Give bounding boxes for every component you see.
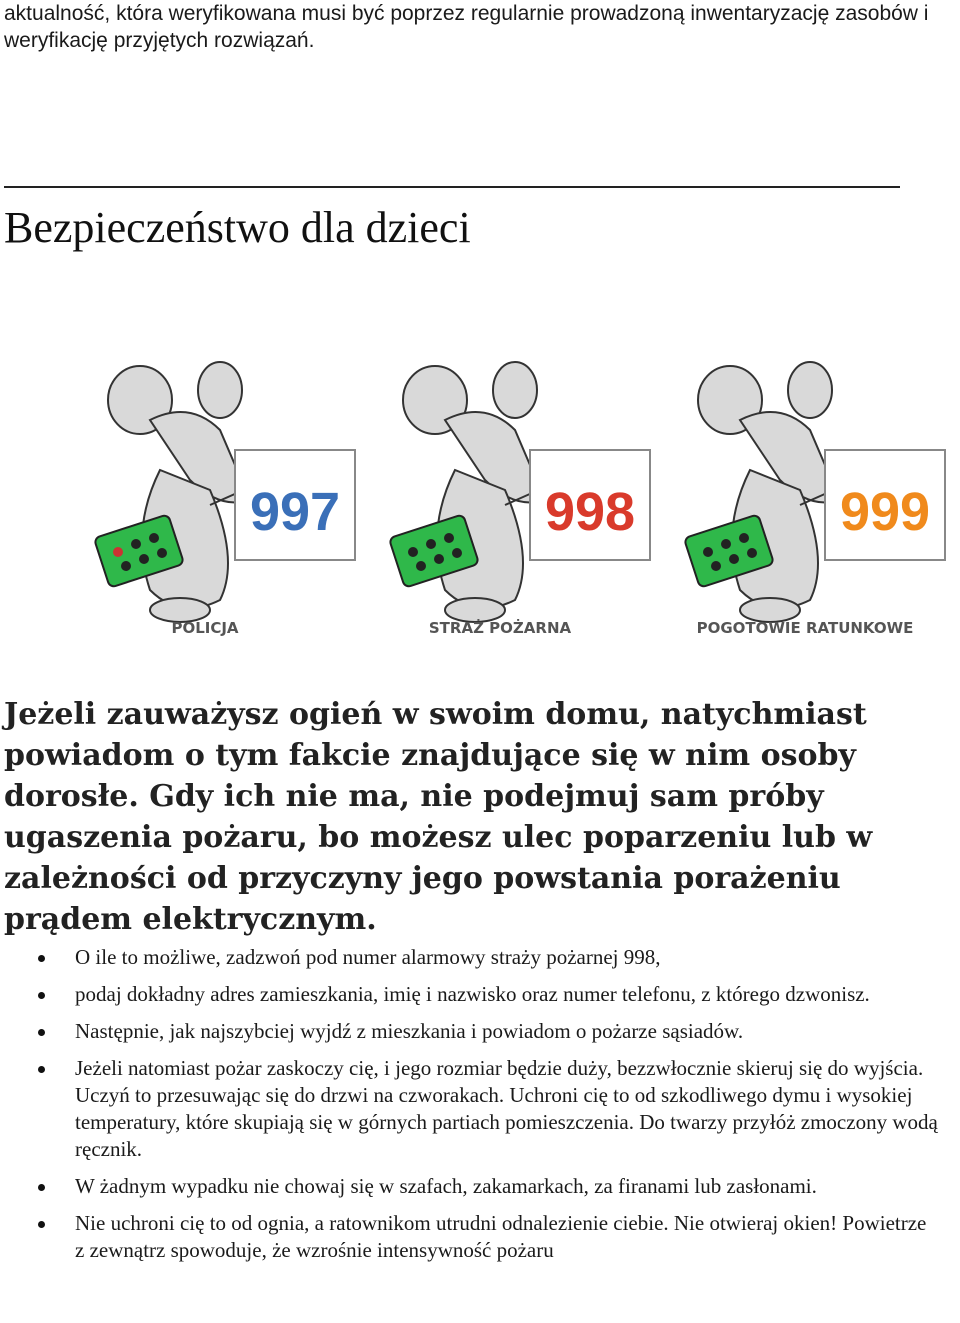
number-997: 997	[249, 482, 341, 542]
tip-text: O ile to możliwe, zadzwoń pod numer alarmowy straży pożarnej 998,	[75, 945, 661, 969]
horizontal-rule	[4, 186, 900, 188]
bullet-icon	[38, 1184, 45, 1191]
list-item	[0, 1055, 940, 1163]
tip-text: Jeżeli natomiast pożar zaskoczy cię, i jego rozmiar będzie duży, bezzwłocznie skieruj się do wyjścia. Uczyń to przesuwając się do drzwi na czworakach. Uchroni cię to od szkodliwego dymu i wysokiej temperatury, które skupiają się w górnych partiach pomieszczenia. Do twarzy przyłóż zmoczony wodą ręcznik.	[75, 1056, 938, 1161]
intro-text: aktualność, która weryfikowana musi być poprzez regularnie prowadzoną inwentaryzację zasobów i weryfikację przyjętych rozwiązań.	[4, 2, 929, 52]
mouse-panel-pogotowie	[684, 362, 945, 637]
list-item	[0, 944, 940, 971]
caption-straz-pozarna: STRAŻ POŻARNA	[428, 619, 572, 637]
emergency-numbers-illustration	[70, 360, 950, 650]
bullet-icon	[38, 1029, 45, 1036]
bullet-icon	[38, 1221, 45, 1228]
list-item	[0, 1173, 940, 1200]
section-title: Bezpieczeństwo dla dzieci	[4, 203, 471, 252]
number-998: 998	[544, 482, 636, 542]
lead-paragraph: Jeżeli zauważysz ogień w swoim domu, natychmiast powiadom o tym fakcie znajdujące się w nim osoby dorosłe. Gdy ich nie ma, nie podejmuj sam próby ugaszenia pożaru, bo możesz ulec poparzeniu lub w zależności od przyczyny jego powstania porażeniu prądem elektrycznym.	[4, 697, 873, 937]
caption-policja: POLICJA	[171, 619, 239, 637]
bullet-icon	[38, 955, 45, 962]
tip-text: Nie uchroni cię to od ognia, a ratownikom utrudni odnalezienie ciebie. Nie otwieraj okien! Powietrze z zewnątrz spowoduje, że wzrośnie intensywność pożaru	[75, 1211, 927, 1262]
bullet-icon	[38, 1066, 45, 1073]
number-999: 999	[839, 482, 931, 542]
mouse-icon	[403, 362, 550, 622]
list-item	[0, 1018, 940, 1045]
tip-text: podaj dokładny adres zamieszkania, imię i nazwisko oraz numer telefonu, z którego dzwonisz.	[75, 982, 870, 1006]
mouse-panel-policja	[94, 362, 355, 637]
tip-text: W żadnym wypadku nie chowaj się w szafach, zakamarkach, za firanami lub zasłonami.	[75, 1174, 817, 1198]
bullet-icon	[38, 992, 45, 999]
safety-tips-list	[0, 944, 940, 1274]
list-item	[0, 1210, 940, 1264]
mouse-icon	[698, 362, 845, 622]
tip-text: Następnie, jak najszybciej wyjdź z mieszkania i powiadom o pożarze sąsiadów.	[75, 1019, 744, 1043]
mouse-icon	[108, 362, 255, 622]
mouse-panel-straz-pozarna	[389, 362, 650, 637]
list-item	[0, 981, 940, 1008]
caption-pogotowie: POGOTOWIE RATUNKOWE	[696, 619, 914, 637]
